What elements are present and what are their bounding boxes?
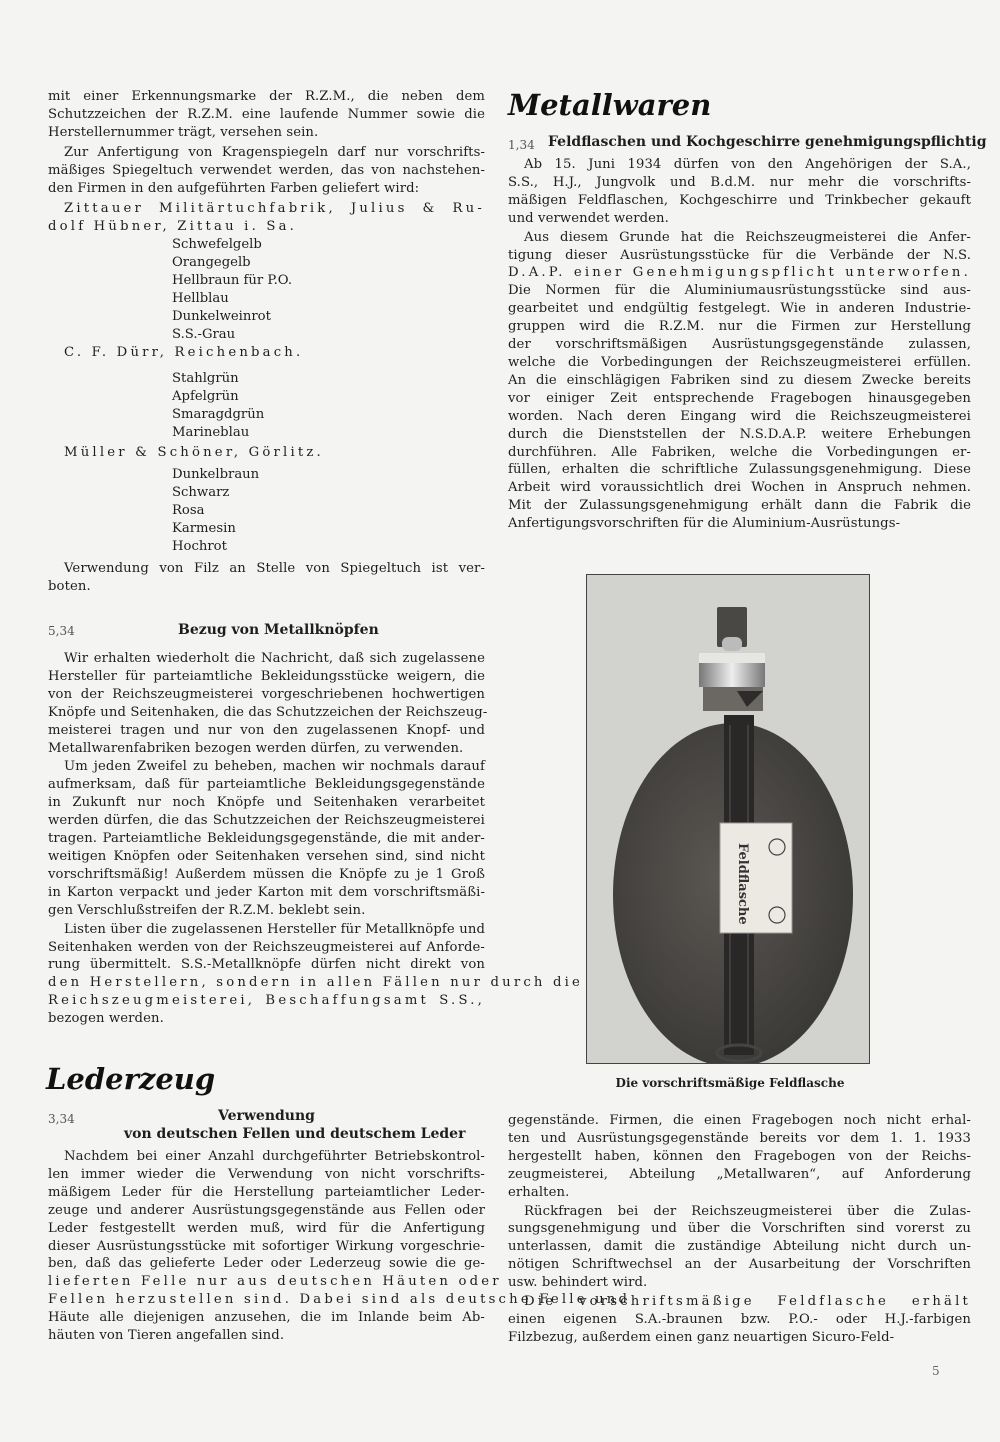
left-column (48, 88, 485, 197)
text-line: Listen über die zugelassenen Hersteller für Metallknöpfe und (64, 921, 485, 937)
text-line: Hersteller für parteiamtliche Bekleidungsstücke weigern, die (48, 668, 485, 684)
text-line: häuten von Tieren angefallen sind. (48, 1328, 285, 1344)
text-line: boten. (48, 578, 91, 594)
text-line: Die Normen für die Aluminiumausrüstungsstücke sind aus- (508, 283, 971, 299)
text-line: mit einer Erkennungsmarke der R.Z.M., die neben dem (48, 89, 485, 104)
intro-paragraph (48, 88, 485, 142)
color-item: Schwarz (172, 484, 230, 500)
section-number: 5,34 (48, 624, 75, 638)
text-line: Wir erhalten wiederholt die Nachricht, daß sich zugelassene (64, 651, 485, 666)
text-line: Filzbezug, außerdem einen ganz neuartigen Sicuro-Feld- (508, 1329, 895, 1345)
text-line: hergestellt haben, können den Fragebogen von der Reichs- (508, 1148, 971, 1164)
text-line: Ab 15. Juni 1934 dürfen von den Angehörigen der S.A., (524, 157, 971, 172)
paragraph (48, 200, 485, 236)
text-line: vorschriftsmäßig! Außerdem müssen die Knöpfe zu je 1 Groß (48, 866, 485, 882)
paragraph (508, 229, 971, 533)
text-line: Rückfragen bei der Reichszeugmeisterei über die Zulas- (524, 1203, 971, 1219)
color-item: Karmesin (172, 520, 236, 536)
section-title-metallwaren: Metallwaren (508, 88, 712, 122)
text-line: einen eigenen S.A.-braunen bzw. P.O.- oder H.J.-farbigen (508, 1311, 971, 1327)
text-line: füllen, erhalten die schriftliche Zulassungsgenehmigung. Diese (508, 462, 971, 478)
text-line: von der Reichszeugmeisterei vorgeschriebenen hochwertigen (48, 686, 485, 702)
color-item: Hellbraun für P.O. (172, 272, 293, 288)
text-line: mäßigen Feldflaschen, Kochgeschirre und Trinkbecher gekauft (508, 192, 971, 208)
text-line: unterlassen, damit die zuständige Abteilung nicht durch un- (508, 1239, 971, 1255)
text-line: erhalten. (508, 1184, 570, 1200)
text-line: gen Verschlußstreifen der R.Z.M. beklebt sein. (48, 902, 366, 918)
text-line: nötigen Schriftwechsel an der Ausarbeitung der Vorschriften (508, 1257, 971, 1273)
section-heading-metallknoepfe: Bezug von Metallknöpfen (178, 622, 379, 638)
text-line: mäßigem Leder für die Herstellung parteiamtlicher Leder- (48, 1184, 485, 1200)
text-line: weitigen Knöpfen oder Seitenhaken versehen sind, sind nicht (48, 848, 485, 864)
photo-label-feldflasche: Feldflasche (735, 843, 750, 925)
paragraph (48, 758, 485, 919)
text-line: Zur Anfertigung von Kragenspiegeln darf nur vorschrifts- (64, 144, 485, 160)
text-line: Herstellernummer trägt, versehen sein. (48, 124, 319, 140)
text-line: in Zukunft nur noch Knöpfe und Seitenhaken verarbeitet (48, 795, 485, 811)
text-line: werden dürfen, die das Schutzzeichen der Reichszeugmeisterei (48, 813, 485, 829)
text-line: und verwendet werden. (508, 210, 669, 226)
text-line: der vorschriftsmäßigen Ausrüstungsgegenstände zulassen, (508, 337, 971, 353)
canteen-illustration (587, 575, 870, 1064)
color-item: Hellblau (172, 290, 229, 306)
paragraph (508, 1203, 971, 1293)
text-line: dolf Hübner, Zittau i. Sa. (48, 218, 298, 234)
text-line: lieferten Felle nur aus deutschen Häuten oder (48, 1274, 502, 1290)
text-line: Knöpfe und Seitenhaken, die das Schutzzeichen der Reichszeug- (48, 704, 488, 720)
text-line: ben, daß das gelieferte Leder oder Lederzeug sowie die ge- (48, 1256, 485, 1272)
text-line: meisterei tragen und nur von den zugelassenen Knopf- und (48, 722, 485, 738)
text-line: aufmerksam, daß für parteiamtliche Bekleidungsgegenstände (48, 777, 485, 793)
firm-duerr: C. F. Dürr, Reichenbach. (64, 345, 304, 360)
paragraph (48, 560, 485, 596)
text-line: Metallwarenfabriken bezogen werden dürfen, zu verwenden. (48, 740, 464, 756)
text-line: zeuge und anderer Ausrüstungsgegenstände aus Fellen oder (48, 1202, 485, 1218)
text-line: Seitenhaken werden von der Reichszeugmeisterei auf Anforde- (48, 939, 485, 955)
text-line: worden. Nach deren Eingang wird die Reichszeugmeisterei (508, 408, 971, 424)
paragraph (508, 156, 971, 228)
section-heading-leder: von deutschen Fellen und deutschem Leder (124, 1126, 466, 1142)
metallwaren-text-top (508, 156, 971, 533)
text-line: Mit der Zulassungsgenehmigung erhält dann die Fabrik die (508, 498, 971, 514)
text-line: vor einiger Zeit entsprechende Fragebogen hinausgegeben (508, 390, 971, 406)
color-item: Schwefelgelb (172, 237, 262, 252)
text-line: zeugmeisterei, Abteilung „Metallwaren“, auf Anforderung (508, 1166, 971, 1182)
firm-zittau (48, 200, 485, 236)
text-line: gearbeitet und endgültig festgelegt. Wie in anderen Industrie- (508, 301, 971, 317)
color-item: Hochrot (172, 538, 227, 554)
text-line: Um jeden Zweifel zu beheben, machen wir nochmals darauf (64, 759, 485, 775)
section-heading-verwendung: Verwendung (218, 1108, 315, 1124)
text-line: Anfertigungsvorschriften für die Aluminium-Ausrüstungs- (508, 516, 901, 532)
metallwaren-text-bottom (508, 1112, 971, 1347)
color-item: S.S.-Grau (172, 326, 236, 342)
color-item: Dunkelweinrot (172, 308, 271, 324)
text-line: mäßiges Spiegeltuch verwendet werden, das von nachstehen- (48, 162, 485, 178)
paragraph (508, 1293, 971, 1347)
text-line: Zittauer Militärtuchfabrik, Julius & Ru- (64, 201, 485, 216)
text-line: dieser Ausrüstungsstücke mit sofortiger Wirkung vorgeschrie- (48, 1238, 485, 1254)
text-line: Fellen herzustellen sind. Dabei sind als deutsche Felle und (48, 1292, 631, 1308)
text-line: den Firmen in den aufgeführten Farben geliefert wird: (48, 180, 420, 196)
metallknoepfe-text (48, 650, 584, 1028)
section-title-lederzeug: Lederzeug (46, 1062, 216, 1096)
text-line: tragen. Parteiamtliche Bekleidungsgegenstände, die mit ander- (48, 831, 485, 847)
section-number: 3,34 (48, 1112, 75, 1126)
text-line: tigung dieser Ausrüstungsstücke für die Verbände der N.S. (508, 247, 971, 263)
firm-mueller: Müller & Schöner, Görlitz. (64, 445, 324, 460)
text-line: durchführen. Alle Fabriken, welche die Vorbedingungen er- (508, 444, 971, 460)
text-line: Verwendung von Filz an Stelle von Spiegeltuch ist ver- (64, 561, 485, 576)
text-line: Nachdem bei einer Anzahl durchgeführter Betriebskontrol- (64, 1149, 485, 1164)
text-line: Leder festgestellt werden muß, wird für die Anfertigung (48, 1220, 485, 1236)
photo-caption: Die vorschriftsmäßige Feldflasche (615, 1076, 845, 1090)
color-item: Stahlgrün (172, 371, 239, 386)
text-line: S.S., H.J., Jungvolk und B.d.M. nur mehr die vorschrifts- (508, 174, 971, 190)
text-line: Die vorschriftsmäßige Feldflasche erhält (524, 1294, 971, 1310)
paragraph (48, 921, 584, 1028)
color-item: Dunkelbraun (172, 467, 260, 482)
color-item: Apfelgrün (172, 388, 239, 404)
text-line: An die einschlägigen Fabriken sind zu diesem Zwecke bereits (508, 372, 971, 388)
text-line: sungsgenehmigung und über die Vorschriften sind vorerst zu (508, 1221, 971, 1237)
paragraph (48, 88, 485, 142)
section-heading-feldflaschen: Feldflaschen und Kochgeschirre genehmigungspflichtig (548, 134, 987, 150)
text-line: ten und Ausrüstungsgegenstände bereits vor dem 1. 1. 1933 (508, 1130, 971, 1146)
paragraph (508, 1112, 971, 1202)
color-item: Smaragdgrün (172, 406, 265, 422)
text-line: durch die Dienststellen der N.S.D.A.P. weitere Erhebungen (508, 426, 971, 442)
feldflasche-photo (586, 574, 870, 1064)
text-line: den Herstellern, sondern in allen Fällen nur durch die (48, 975, 584, 991)
text-line: bezogen werden. (48, 1011, 164, 1027)
text-line: D.A.P. einer Genehmigungspflicht unterworfen. (508, 265, 971, 281)
text-line: Arbeit wird voraussichtlich drei Wochen in Anspruch nehmen. (508, 480, 971, 496)
text-line: gruppen wird die R.Z.M. nur die Firmen zur Herstellung (508, 319, 971, 335)
kragenspiegel-paragraph (48, 144, 485, 198)
text-line: Aus diesem Grunde hat die Reichszeugmeisterei die Anfer- (524, 229, 971, 245)
color-item: Rosa (172, 502, 205, 518)
text-line: Reichszeugmeisterei, Beschaffungsamt S.S., (48, 993, 485, 1009)
paragraph (48, 650, 488, 757)
text-line: welche die Vorbedingungen der Reichszeugmeisterei erfüllen. (508, 354, 971, 370)
color-item: Orangegelb (172, 254, 251, 270)
paragraph (48, 144, 485, 198)
text-line: gegenstände. Firmen, die einen Fragebogen noch nicht erhal- (508, 1113, 971, 1128)
text-line: Schutzzeichen der R.Z.M. eine laufende Nummer sowie die (48, 106, 485, 122)
text-line: len immer wieder die Verwendung von nicht vorschrifts- (48, 1166, 485, 1182)
section-number: 1,34 (508, 138, 535, 152)
page-number: 5 (932, 1364, 940, 1378)
text-line: in Karton verpackt und jeder Karton mit dem vorschriftsmäßi- (48, 884, 485, 900)
color-item: Marineblau (172, 424, 250, 440)
filz-paragraph (48, 560, 485, 596)
text-line: rung übermittelt. S.S.-Metallknöpfe dürfen nicht direkt von (48, 957, 485, 973)
firm-list (48, 200, 485, 236)
text-line: Häute alle diejenigen anzusehen, die im Inlande beim Ab- (48, 1310, 485, 1326)
text-line: usw. behindert wird. (508, 1275, 648, 1291)
